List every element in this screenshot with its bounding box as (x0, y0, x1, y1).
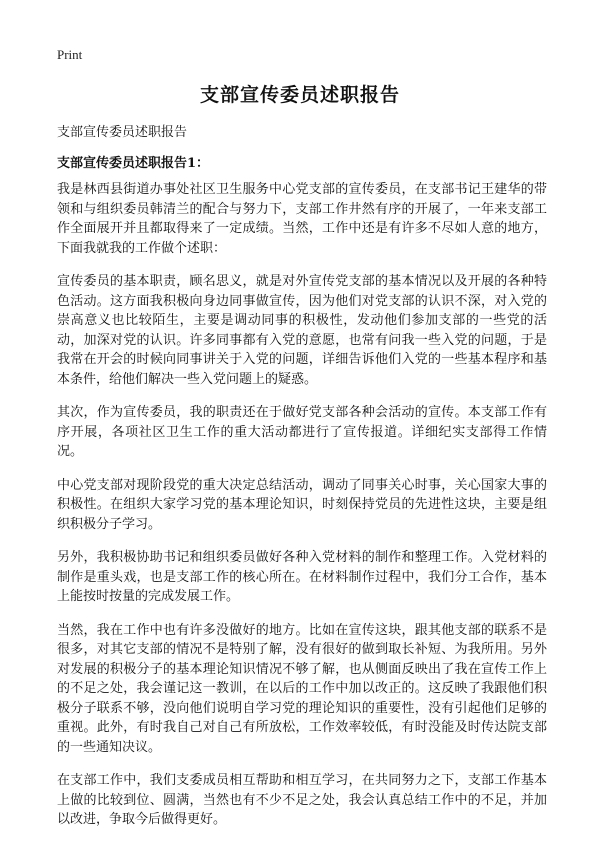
section-heading: 支部宣传委员述职报告1： (57, 156, 210, 171)
paragraph: 另外，我积极协助书记和组织委员做好各种入党材料的制作和整理工作。入党材料的制作是重头戏，也是支部工作的核心所在。在材料制作过程中，我们分工合作，基本上能按时按量的完成发展工作。 (57, 550, 547, 604)
paragraph: 当然，我在工作中也有许多没做好的地方。比如在宣传这块，跟其他支部的联系不是很多，对其它支部的情况不是特别了解，没有很好的做到取长补短、为我所用。另外对发展的积极分子的基本理论知识情况不够了解，也从侧面反映出了我在宣传工作上的不足之处，我会谨记这一教训，在以后的工作中加以改正的。这反映了我跟他们积极分子联系不够，没向他们说明自学习党的理论知识的重要性，没有引起他们足够的重视。此外，有时我自己对自己有所放松，工作效率较低，有时没能及时传达院支部的一些通知决议。 (57, 622, 547, 755)
paragraph: 在支部工作中，我们支委成员相互帮助和相互学习，在共同努力之下，支部工作基本上做的比较到位、圆满，当然也有不少不足之处，我会认真总结工作中的不足，并加以改进，争取今后做得更好。 (57, 773, 547, 827)
document-title: 支部宣传委员述职报告 (199, 84, 400, 106)
paragraph: 宣传委员的基本职责，顾名思义，就是对外宣传党支部的基本情况以及开展的各种特色活动。这方面我积极向身边同事做宣传，因为他们对党支部的认识不深，对入党的崇高意义也比较陌生，主要是调动同事的积极性，发动他们参加支部的一些党的活动，加深对党的认识。许多同事都有入党的意愿，也常有问我一些入党的问题，于是我常在开会的时候向同事讲关于入党的问题，详细告诉他们入党的一些基本程序和基本条件，给他们解决一些入党问题上的疑惑。 (57, 274, 547, 387)
paragraph: 中心党支部对现阶段党的重大决定总结活动，调动了同事关心时事，关心国家大事的积极性。在组织大家学习党的基本理论知识，时刻保持党员的先进性这块，主要是组织积极分子学习。 (57, 477, 547, 532)
paragraph: 其次，作为宣传委员，我的职责还在于做好党支部各种会活动的宣传。本支部工作有序开展，各项社区卫生工作的重大活动都进行了宣传报道。详细纪实支部得工作情况。 (57, 405, 547, 459)
document-subtitle: 支部宣传委员述职报告 (57, 125, 188, 140)
print-link[interactable]: Print (57, 47, 83, 62)
report-body (57, 180, 547, 844)
paragraph: 我是林西县街道办事处社区卫生服务中心党支部的宣传委员，在支部书记王建华的带领和与组织委员韩清兰的配合与努力下，支部工作井然有序的开展了，一年来支部工作全面展开并且都取得来了一定成绩。当然，工作中还是有许多不尽如人意的地方，下面我就我的工作做个述职： (57, 182, 547, 256)
